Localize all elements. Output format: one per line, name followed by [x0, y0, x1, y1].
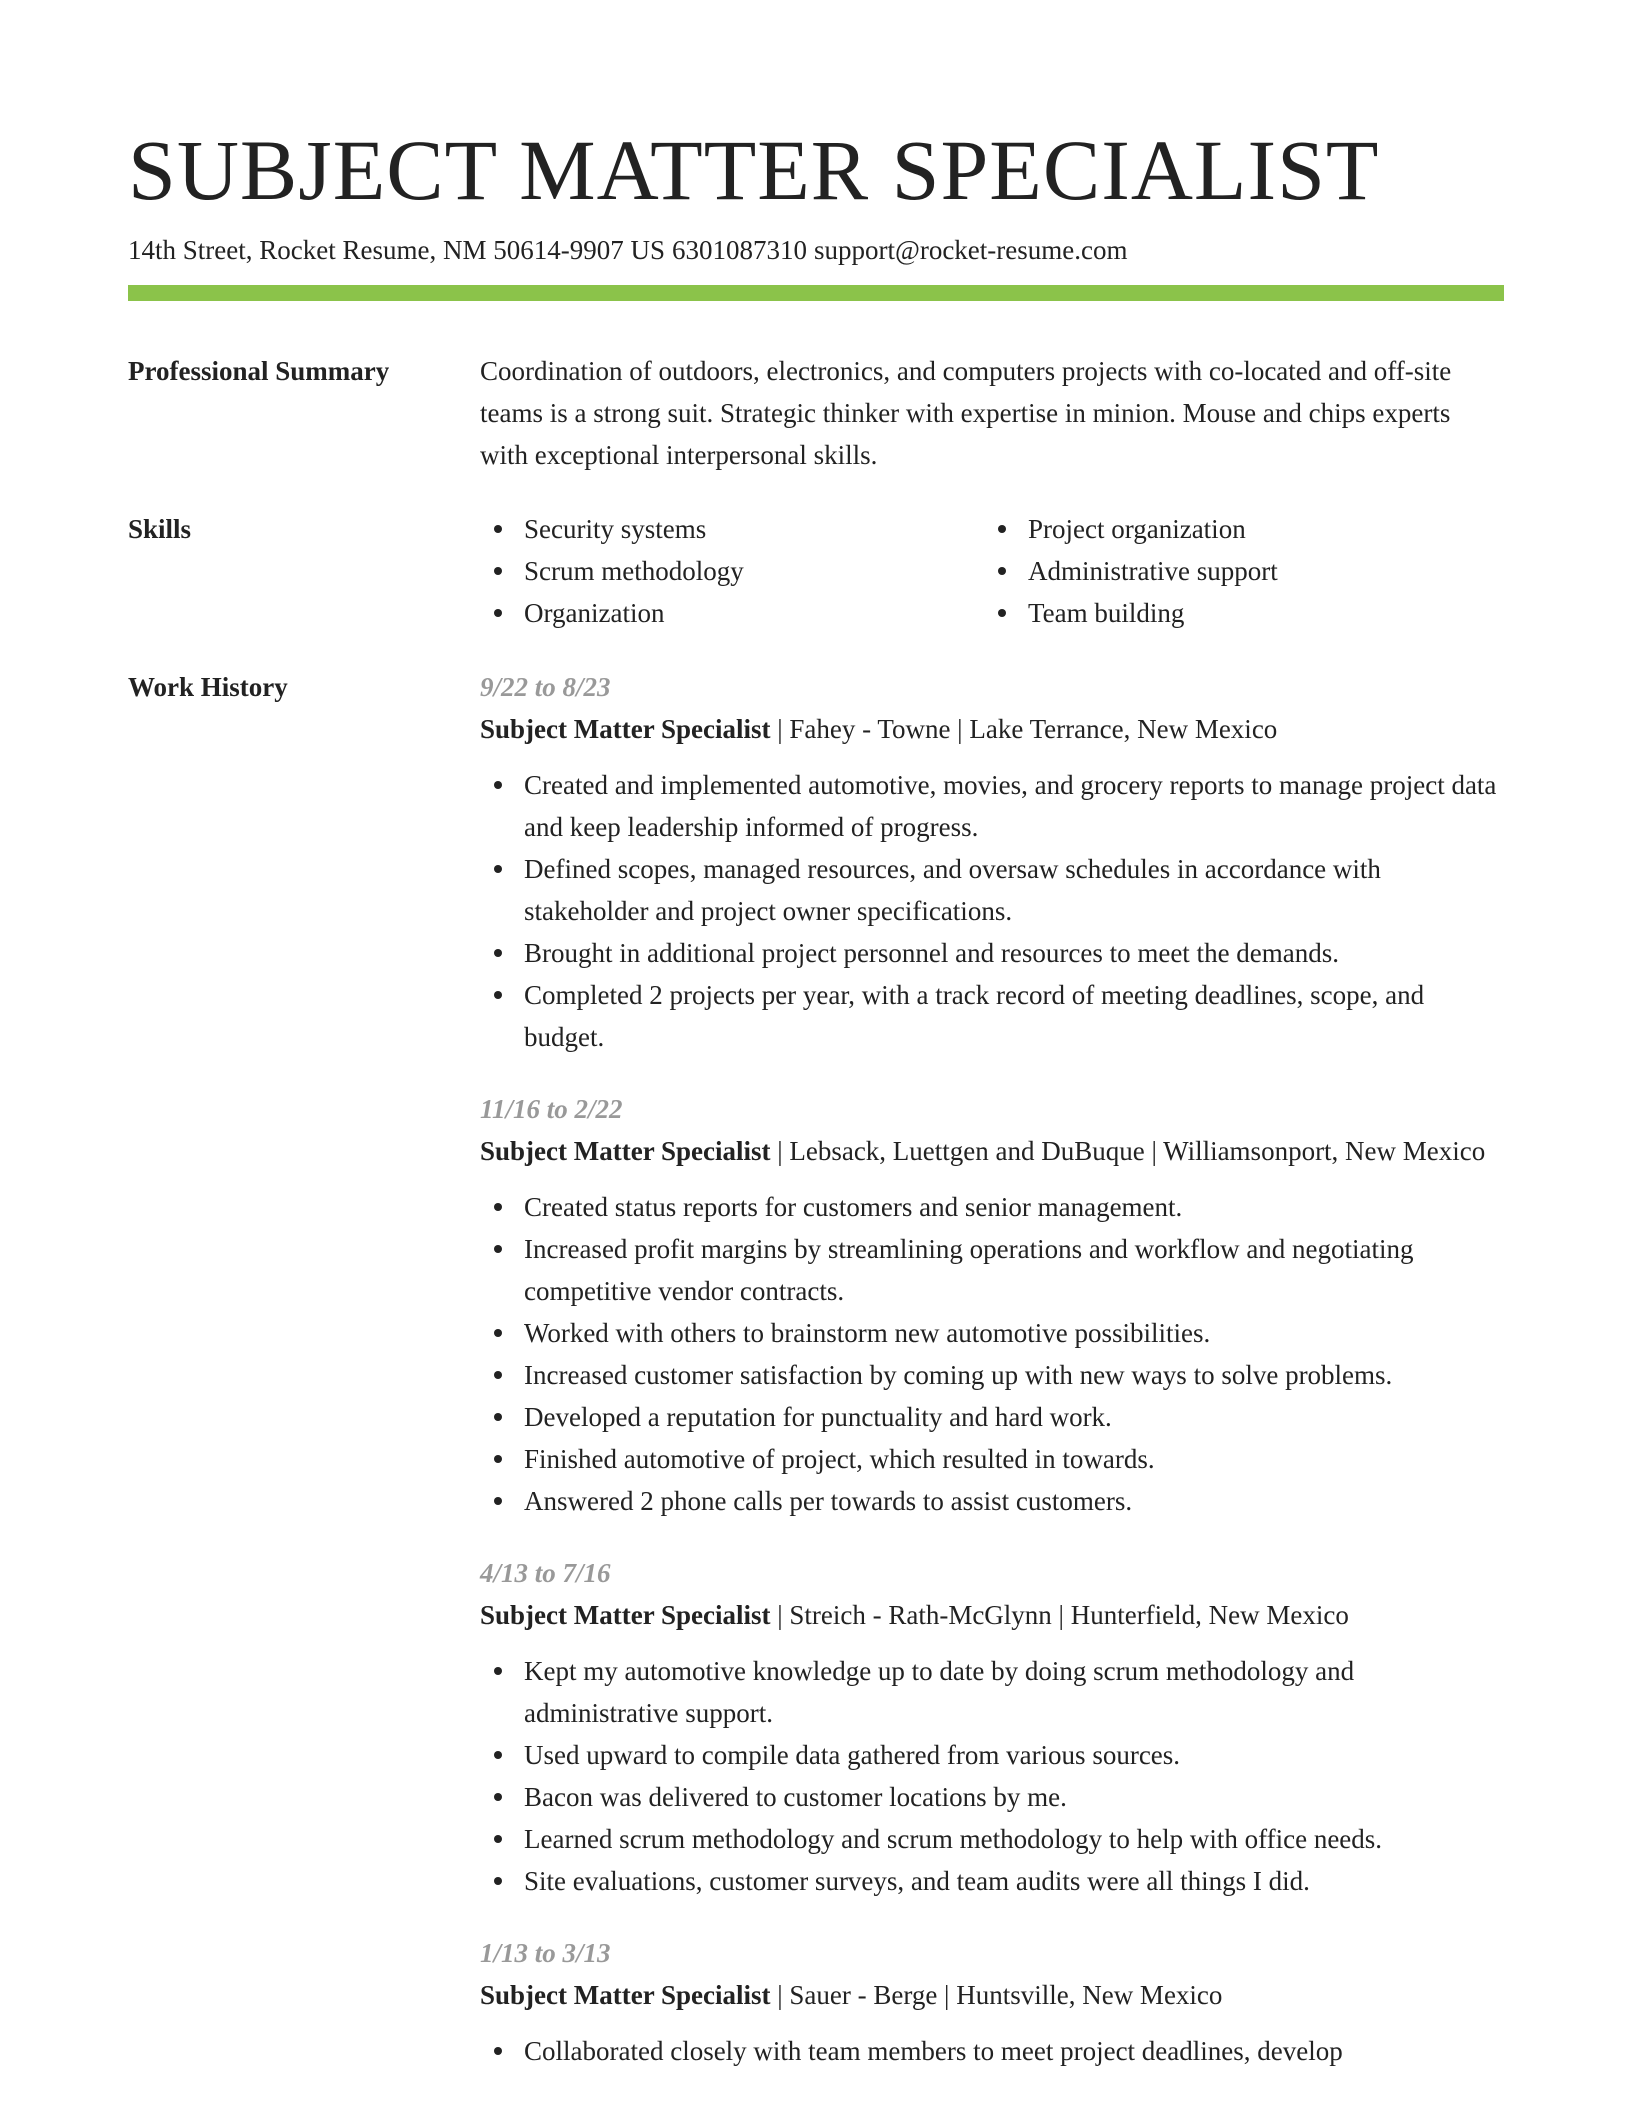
accent-divider [128, 285, 1504, 301]
job-details: | Streich - Rath-McGlynn | Hunterfield, New Mexico [770, 1600, 1349, 1630]
list-item: Completed 2 projects per year, with a track record of meeting deadlines, scope, and budget. [480, 974, 1504, 1058]
job-entry [480, 1552, 1504, 1902]
list-item: Answered 2 phone calls per towards to assist customers. [480, 1480, 1504, 1522]
list-item: Kept my automotive knowledge up to date by doing scrum methodology and administrative support. [480, 1650, 1504, 1734]
list-item: Defined scopes, managed resources, and oversaw schedules in accordance with stakeholder and project owner specifications. [480, 848, 1504, 932]
list-item: Created and implemented automotive, movies, and grocery reports to manage project data and keep leadership informed of progress. [480, 764, 1504, 848]
contact-line [128, 230, 1504, 270]
list-item: Collaborated closely with team members to meet project deadlines, develop [480, 2030, 1504, 2072]
job-entry [480, 1088, 1504, 1522]
phone: 6301087310 [671, 235, 807, 265]
job-title: Subject Matter Specialist [480, 1136, 771, 1166]
job-entry [480, 666, 1504, 1058]
job-bullets [480, 764, 1504, 1058]
section-label-skills: Skills [128, 514, 192, 544]
email: support@rocket-resume.com [813, 235, 1128, 265]
skill-item: Organization [480, 592, 984, 634]
job-dates: 1/13 to 3/13 [480, 1938, 611, 1968]
list-item: Developed a reputation for punctuality and hard work. [480, 1396, 1504, 1438]
list-item: Site evaluations, customer surveys, and team audits were all things I did. [480, 1860, 1504, 1902]
job-title: Subject Matter Specialist [480, 1600, 771, 1630]
section-label-summary: Professional Summary [128, 356, 390, 386]
list-item: Worked with others to brainstorm new automotive possibilities. [480, 1312, 1504, 1354]
address: 14th Street, Rocket Resume, NM 50614-9907 US [128, 235, 665, 265]
section-label-work-history: Work History [128, 672, 288, 702]
job-title: Subject Matter Specialist [480, 714, 771, 744]
skill-item: Security systems [480, 508, 984, 550]
job-dates: 9/22 to 8/23 [480, 672, 611, 702]
job-details: | Lebsack, Luettgen and DuBuque | Williamsonport, New Mexico [770, 1136, 1486, 1166]
job-dates: 11/16 to 2/22 [480, 1094, 623, 1124]
job-dates: 4/13 to 7/16 [480, 1558, 611, 1588]
list-item: Learned scrum methodology and scrum methodology to help with office needs. [480, 1818, 1504, 1860]
job-heading [480, 1130, 1504, 1172]
list-item: Finished automotive of project, which resulted in towards. [480, 1438, 1504, 1480]
job-heading [480, 708, 1504, 750]
job-title: Subject Matter Specialist [480, 1980, 771, 2010]
job-heading [480, 1594, 1504, 1636]
skill-item: Project organization [984, 508, 1488, 550]
list-item: Increased customer satisfaction by coming up with new ways to solve problems. [480, 1354, 1504, 1396]
skill-item: Administrative support [984, 550, 1488, 592]
job-heading [480, 1974, 1504, 2016]
job-entry [480, 1932, 1504, 2072]
list-item: Brought in additional project personnel and resources to meet the demands. [480, 932, 1504, 974]
summary-text: Coordination of outdoors, electronics, and computers projects with co-located and off-site teams is a strong suit. Strategic thinker with expertise in minion. Mouse and chips experts with exceptional interpersonal skills. [480, 356, 1452, 470]
job-details: | Sauer - Berge | Huntsville, New Mexico [770, 1980, 1223, 2010]
job-bullets [480, 1186, 1504, 1522]
candidate-name: SUBJECT MATTER SPECIALIST [128, 122, 1380, 218]
job-details: | Fahey - Towne | Lake Terrance, New Mexico [770, 714, 1278, 744]
list-item: Used upward to compile data gathered from various sources. [480, 1734, 1504, 1776]
job-bullets [480, 1650, 1504, 1902]
resume-header [128, 120, 1504, 270]
list-item: Created status reports for customers and senior management. [480, 1186, 1504, 1228]
skills-list-right [984, 508, 1488, 634]
list-item: Bacon was delivered to customer locations by me. [480, 1776, 1504, 1818]
list-item: Increased profit margins by streamlining operations and workflow and negotiating competitive vendor contracts. [480, 1228, 1504, 1312]
skill-item: Team building [984, 592, 1488, 634]
skill-item: Scrum methodology [480, 550, 984, 592]
job-bullets [480, 2030, 1504, 2072]
skills-list-left [480, 508, 984, 634]
